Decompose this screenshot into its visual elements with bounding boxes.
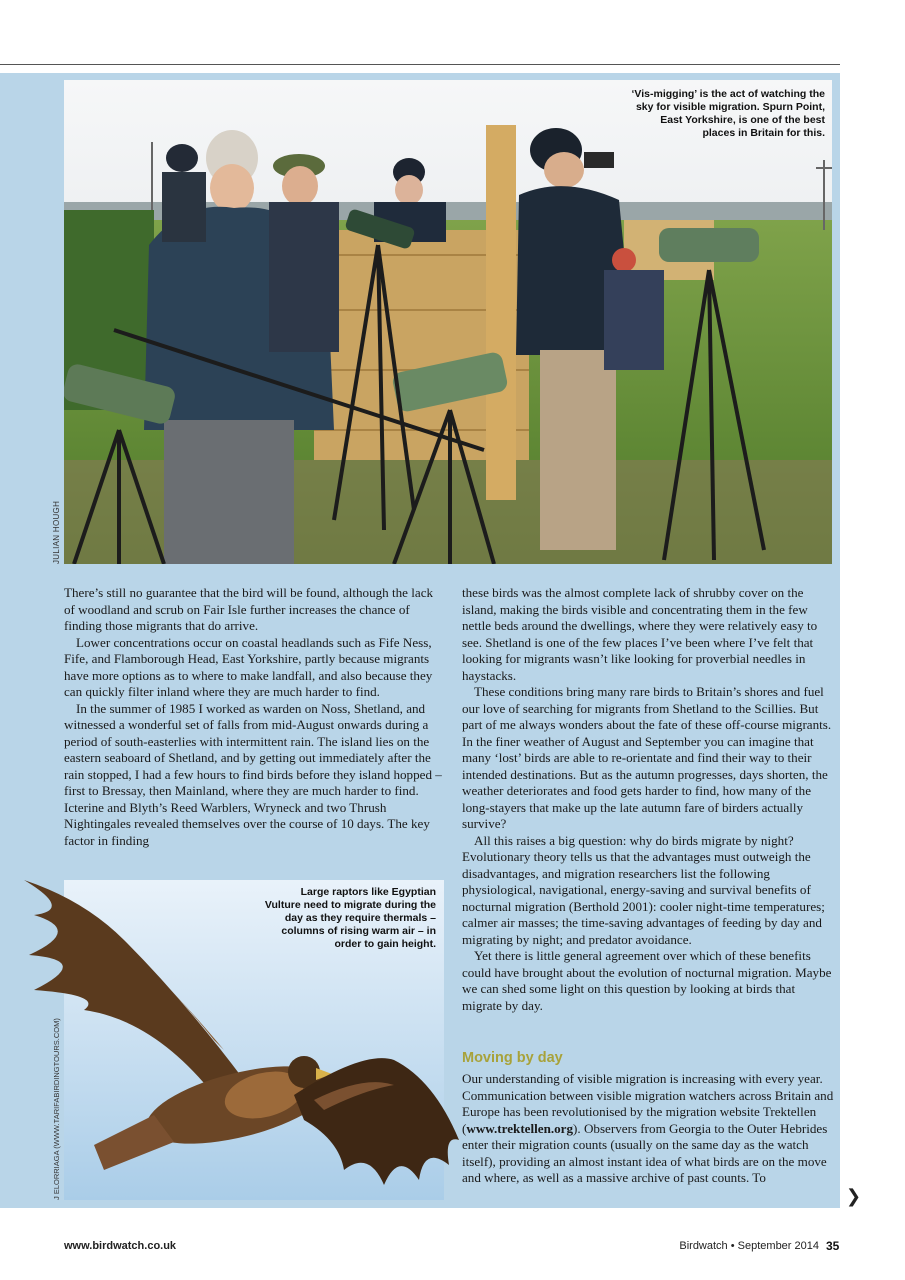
- photo-credit: JULIAN HOUGH: [52, 500, 61, 564]
- footer-issue: Birdwatch • September 2014: [679, 1240, 819, 1252]
- birdwatchers-photo: [64, 80, 832, 564]
- trektellen-link[interactable]: www.trektellen.org: [466, 1120, 574, 1136]
- paragraph: Yet there is little general agreement over which of these benefits could have brought about the evolution of nocturnal migration. Maybe we can shed some light on this question by looking at birds that migrate by day.: [462, 948, 832, 1013]
- paragraph: There’s still no guarantee that the bird will be found, although the lack of woodland and scrub on Fair Isle further increases the chance of finding those migrants that do arrive.: [64, 585, 434, 633]
- photo-credit: J ELORRIAGA (WWW.TARIFABIRDINGTOURS.COM): [52, 1018, 61, 1200]
- section-body: [462, 1071, 834, 1187]
- paragraph: these birds was the almost complete lack of shrubby cover on the island, making the birds visible and concentrating them in the few nettle beds around the dwellings, where they were relatively easy to see. Shetland is one of the few places I’ve been where I’ve felt that looking for migrants wasn’t like looking for proverbial needles in haystacks.: [462, 585, 818, 683]
- footer-website[interactable]: www.birdwatch.co.uk: [64, 1240, 177, 1252]
- top-rule: [0, 64, 840, 65]
- continue-arrow-icon: ❯: [846, 1186, 862, 1207]
- paragraph: These conditions bring many rare birds to Britain’s shores and fuel our love of searching for migrants from Shetland to the Scillies. But part of me always wonders about the fate of these off-course migrants. In the finer weather of August and September you can imagine that many ‘lost’ birds are able to re-orientate and find their way to their intended destinations. But as the autumn progresses, days shorten, the weather deteriorates and food gets harder to find, how many of the long-stayers that make up the late autumn fare of birders actually survive?: [462, 684, 832, 831]
- photo-caption: ‘Vis-migging’ is the act of watching the sky for visible migration. Spurn Point, East Yorkshire, is one of the best places in Britain for this.: [631, 88, 825, 139]
- left-column: [64, 585, 442, 849]
- paragraph: Lower concentrations occur on coastal headlands such as Fife Ness, Fife, and Flamborough Head, East Yorkshire, partly because migrants have more options as to where to make landfall, and also because they can quickly filter inland where they are much harder to find.: [64, 634, 433, 699]
- paragraph: In the summer of 1985 I worked as warden on Noss, Shetland, and witnessed a wonderful set of falls from mid-August onwards during a period of south-easterlies with intermittent rain. The island lies on the eastern seaboard of Shetland, and by getting out immediately after the rain stopped, I had a few hours to find birds before they island hopped – first to Bressay, then Mainland, where they are much harder to find. Icterine and Blyth’s Reed Warblers, Wryneck and two Thrush Nightingales revealed themselves over the course of 10 days. The key factor in finding: [64, 700, 442, 848]
- right-column: [462, 585, 834, 1014]
- paragraph: Our understanding of visible migration is increasing with every year. Communication between visible migration watchers across Britain and Europe has been revolutionised by the migration website Trektellen (www.trektellen.org). Observers from Georgia to the Outer Hebrides enter their migration counts (usually on the same day as the watch itself), providing an almost instant idea of what birds are on the move and where, as well as a massive archive of past counts. To: [462, 1071, 834, 1185]
- page-number: 35: [826, 1239, 840, 1253]
- paragraph: All this raises a big question: why do birds migrate by night? Evolutionary theory tells us that the advantages must outweigh the disadvantages, and migration researchers list the following physiological, navigational, energy-saving and survival benefits of nocturnal migration (Berthold 2001): cooler night-time temperatures; calmer air masses; the time-saving advantages of feeding by day and migrating by night; and predator avoidance.: [462, 832, 825, 947]
- section-heading: Moving by day: [462, 1050, 563, 1066]
- photo-caption: Large raptors like Egyptian Vulture need to migrate during the day as they require thermals – columns of rising warm air – in order to gain height.: [264, 886, 436, 950]
